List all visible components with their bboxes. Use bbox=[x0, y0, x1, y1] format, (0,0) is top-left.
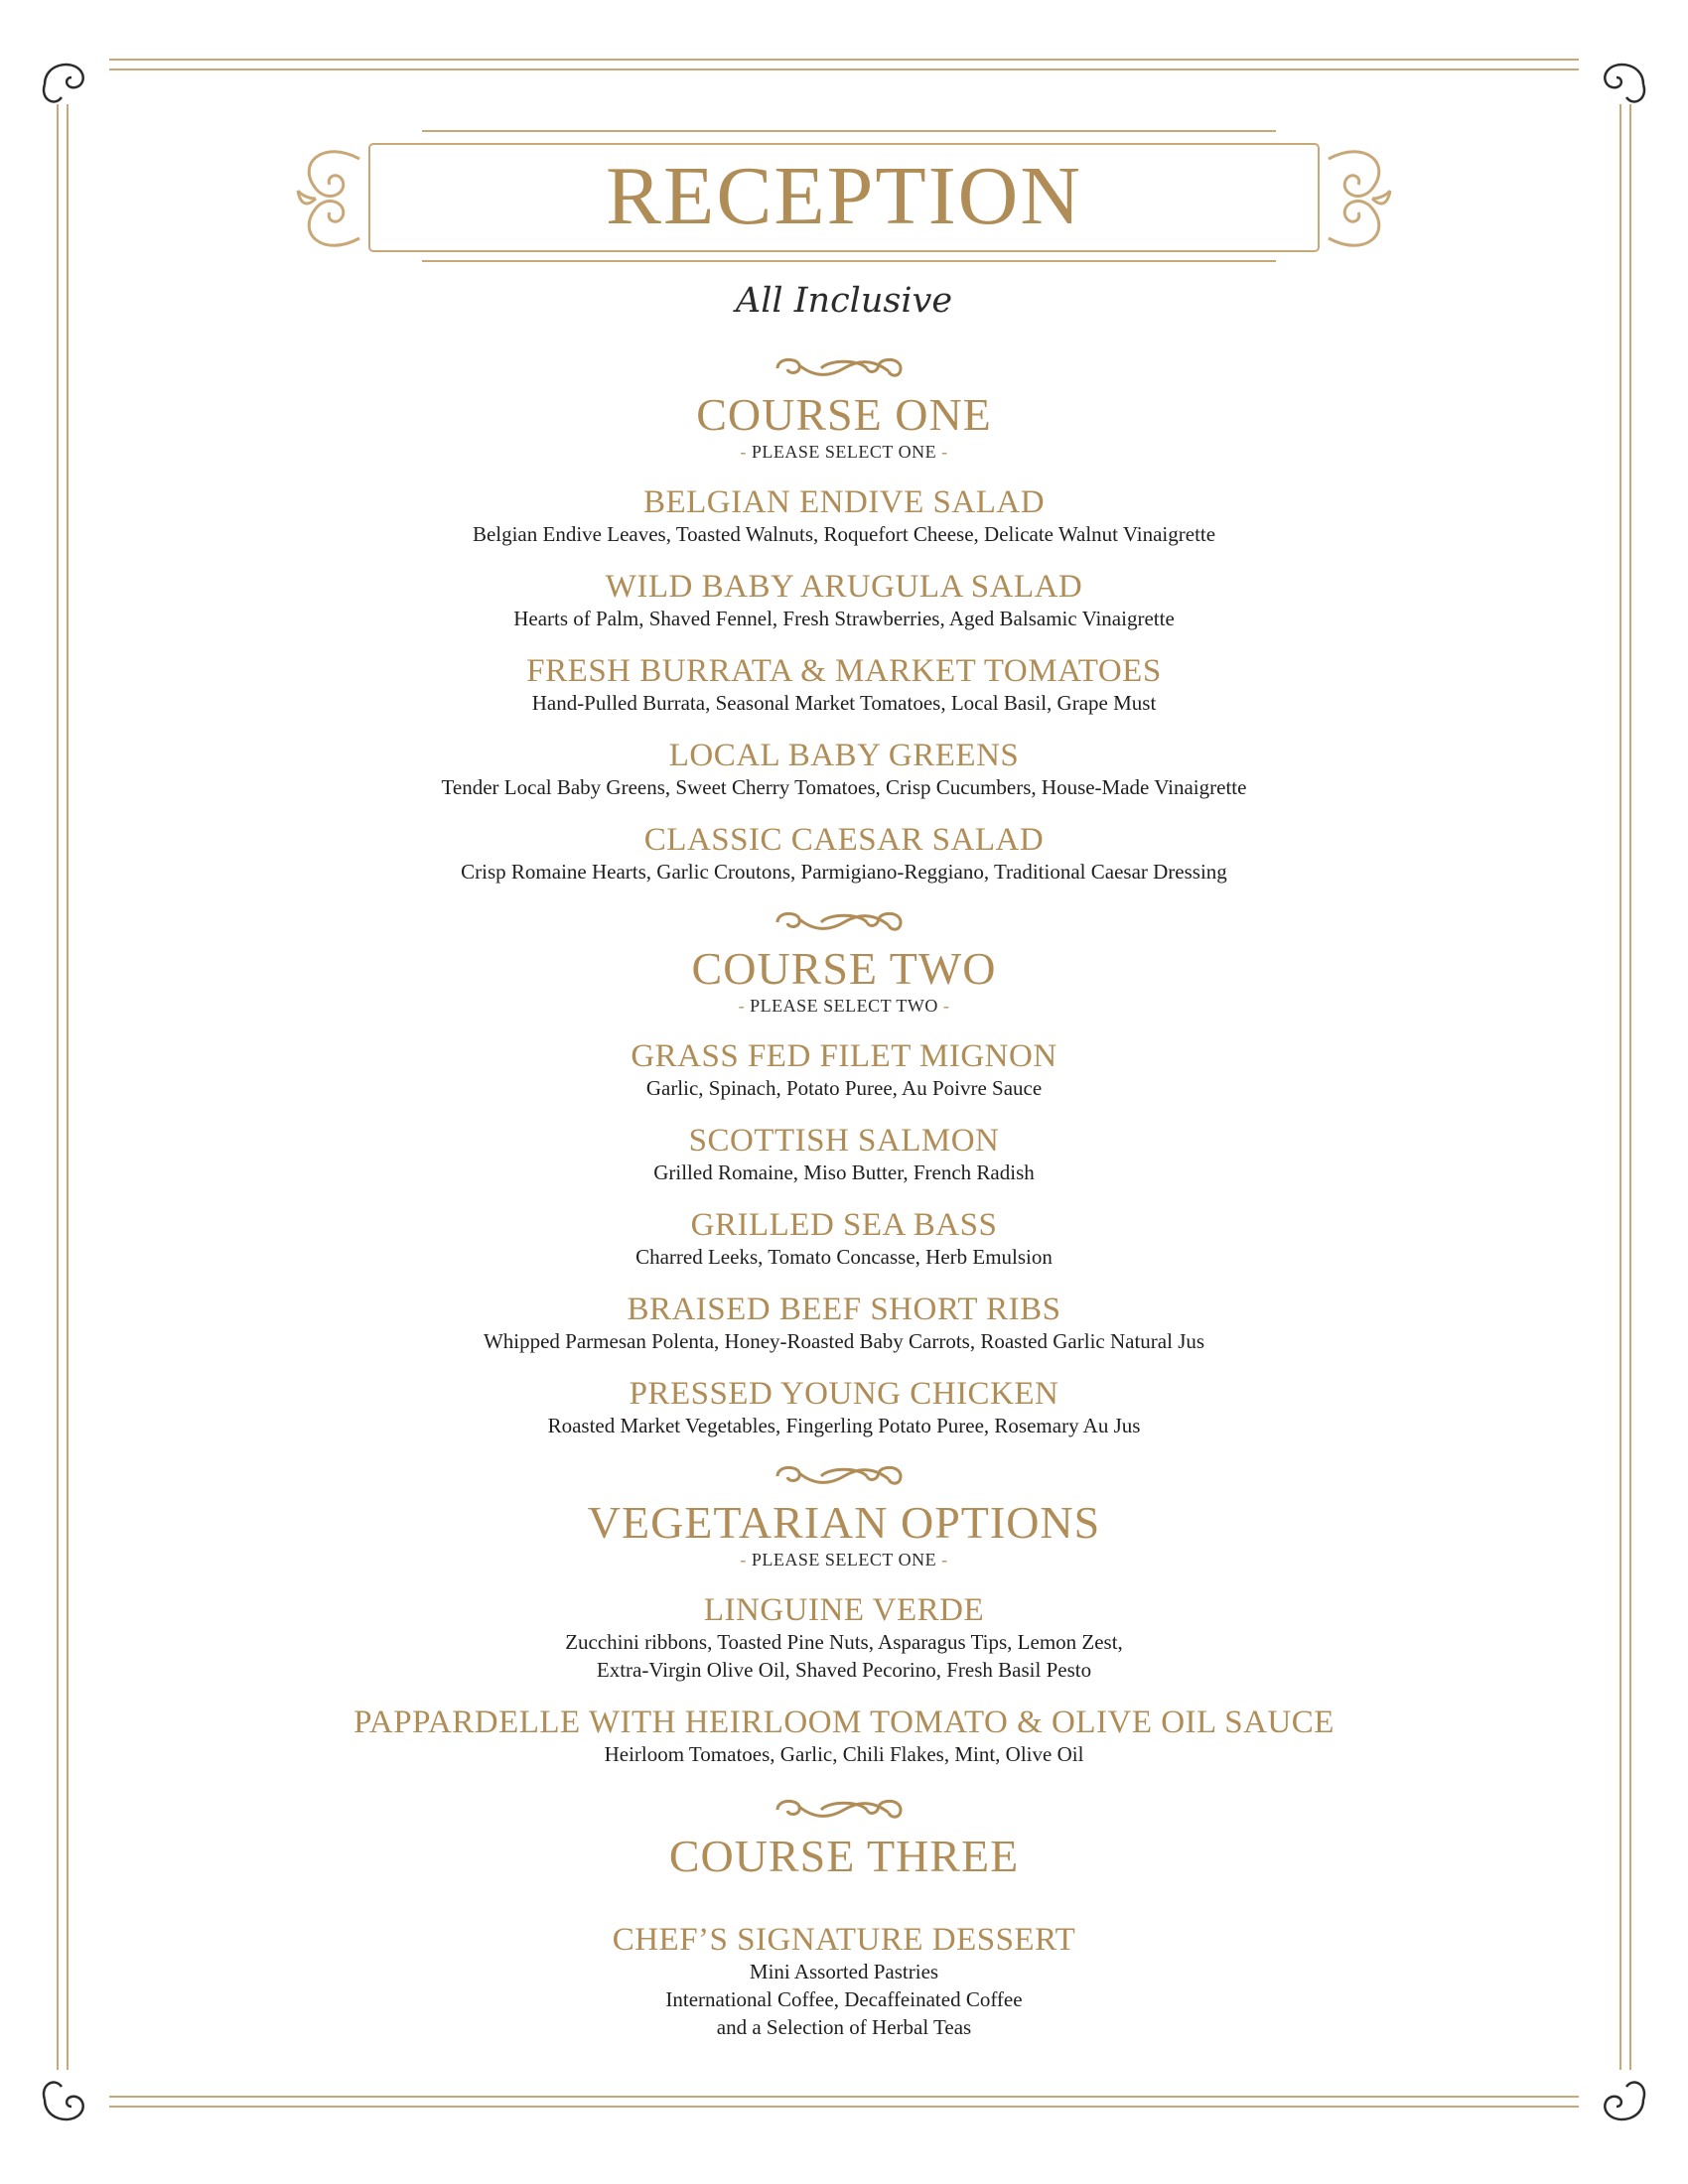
menu-item-description: Belgian Endive Leaves, Toasted Walnuts, Roquefort Cheese, Delicate Walnut Vinaigrette bbox=[472, 522, 1216, 546]
menu-item-name: BELGIAN ENDIVE SALAD bbox=[642, 484, 1046, 520]
course-note: - PLEASE SELECT ONE - bbox=[740, 1550, 948, 1570]
menu-item-description: Tender Local Baby Greens, Sweet Cherry Tomatoes, Crisp Cucumbers, House-Made Vinaigrette bbox=[441, 775, 1247, 799]
menu-item-description: Crisp Romaine Hearts, Garlic Croutons, Parmigiano-Reggiano, Traditional Caesar Dressing bbox=[461, 860, 1227, 884]
menu-item bbox=[0, 653, 1688, 717]
menu-item-description: Whipped Parmesan Polenta, Honey-Roasted Baby Carrots, Roasted Garlic Natural Jus bbox=[483, 1329, 1205, 1353]
scroll-flourish-icon bbox=[770, 1461, 918, 1491]
menu-item bbox=[0, 1292, 1688, 1355]
menu-item bbox=[0, 1592, 1688, 1684]
course-section-two bbox=[0, 907, 1688, 1439]
course-section-one bbox=[0, 353, 1688, 886]
menu-item bbox=[0, 822, 1688, 886]
menu-item bbox=[0, 1922, 1688, 2041]
course-section-three bbox=[0, 1795, 1688, 2041]
course-title: VEGETARIAN OPTIONS bbox=[587, 1497, 1101, 1548]
menu-item-description: Heirloom Tomatoes, Garlic, Chili Flakes, Mint, Olive Oil bbox=[604, 1742, 1084, 1766]
course-title: COURSE ONE bbox=[696, 389, 992, 440]
menu-item-name: GRASS FED FILET MIGNON bbox=[631, 1038, 1057, 1074]
menu-item bbox=[0, 738, 1688, 801]
menu-item-name: GRILLED SEA BASS bbox=[690, 1207, 998, 1243]
menu-item-name: LINGUINE VERDE bbox=[703, 1592, 985, 1628]
menu-item-name: CHEF’S SIGNATURE DESSERT bbox=[612, 1922, 1076, 1958]
menu-item bbox=[0, 1123, 1688, 1186]
menu-item-description: Hand-Pulled Burrata, Seasonal Market Tomatoes, Local Basil, Grape Must bbox=[531, 691, 1157, 715]
page-subtitle: All Inclusive bbox=[735, 281, 953, 321]
menu-item-description: Charred Leeks, Tomato Concasse, Herb Emulsion bbox=[635, 1245, 1053, 1269]
course-title: COURSE TWO bbox=[691, 943, 997, 994]
menu-item bbox=[0, 1705, 1688, 1768]
menu-item-description: Zucchini ribbons, Toasted Pine Nuts, Asparagus Tips, Lemon Zest, Extra-Virgin Olive Oil, Shaved Pecorino, Fresh Basil Pesto bbox=[565, 1630, 1123, 1682]
page-title: RECEPTION bbox=[606, 150, 1082, 242]
scroll-flourish-icon bbox=[770, 907, 918, 937]
menu-item-name: FRESH BURRATA & MARKET TOMATOES bbox=[526, 653, 1162, 689]
menu-item bbox=[0, 569, 1688, 632]
menu-item bbox=[0, 1207, 1688, 1271]
menu-item-name: CLASSIC CAESAR SALAD bbox=[643, 822, 1045, 858]
menu-item bbox=[0, 1038, 1688, 1102]
menu-item-name: PRESSED YOUNG CHICKEN bbox=[629, 1376, 1059, 1412]
menu-item-name: WILD BABY ARUGULA SALAD bbox=[605, 569, 1083, 605]
menu-item-name: PAPPARDELLE WITH HEIRLOOM TOMATO & OLIVE OIL SAUCE bbox=[353, 1705, 1335, 1740]
course-title: COURSE THREE bbox=[668, 1831, 1020, 1881]
course-note: - PLEASE SELECT TWO - bbox=[738, 996, 950, 1016]
menu-item bbox=[0, 484, 1688, 548]
course-section-vegetarian bbox=[0, 1461, 1688, 1768]
scroll-flourish-icon bbox=[770, 1795, 918, 1825]
menu-item-name: SCOTTISH SALMON bbox=[688, 1123, 1000, 1159]
scroll-flourish-icon bbox=[770, 353, 918, 383]
menu-item-description: Grilled Romaine, Miso Butter, French Radish bbox=[653, 1160, 1035, 1184]
menu-item-description: Hearts of Palm, Shaved Fennel, Fresh Strawberries, Aged Balsamic Vinaigrette bbox=[513, 607, 1175, 630]
menu-item-description: Mini Assorted Pastries International Coffee, Decaffeinated Coffee and a Selection of Herbal Teas bbox=[665, 1960, 1023, 2039]
course-note: - PLEASE SELECT ONE - bbox=[740, 442, 948, 462]
menu-item-description: Garlic, Spinach, Potato Puree, Au Poivre Sauce bbox=[645, 1076, 1043, 1100]
menu-item-name: BRAISED BEEF SHORT RIBS bbox=[627, 1292, 1061, 1327]
menu-item-name: LOCAL BABY GREENS bbox=[668, 738, 1020, 773]
menu-item-description: Roasted Market Vegetables, Fingerling Potato Puree, Rosemary Au Jus bbox=[547, 1414, 1141, 1437]
menu-item bbox=[0, 1376, 1688, 1439]
